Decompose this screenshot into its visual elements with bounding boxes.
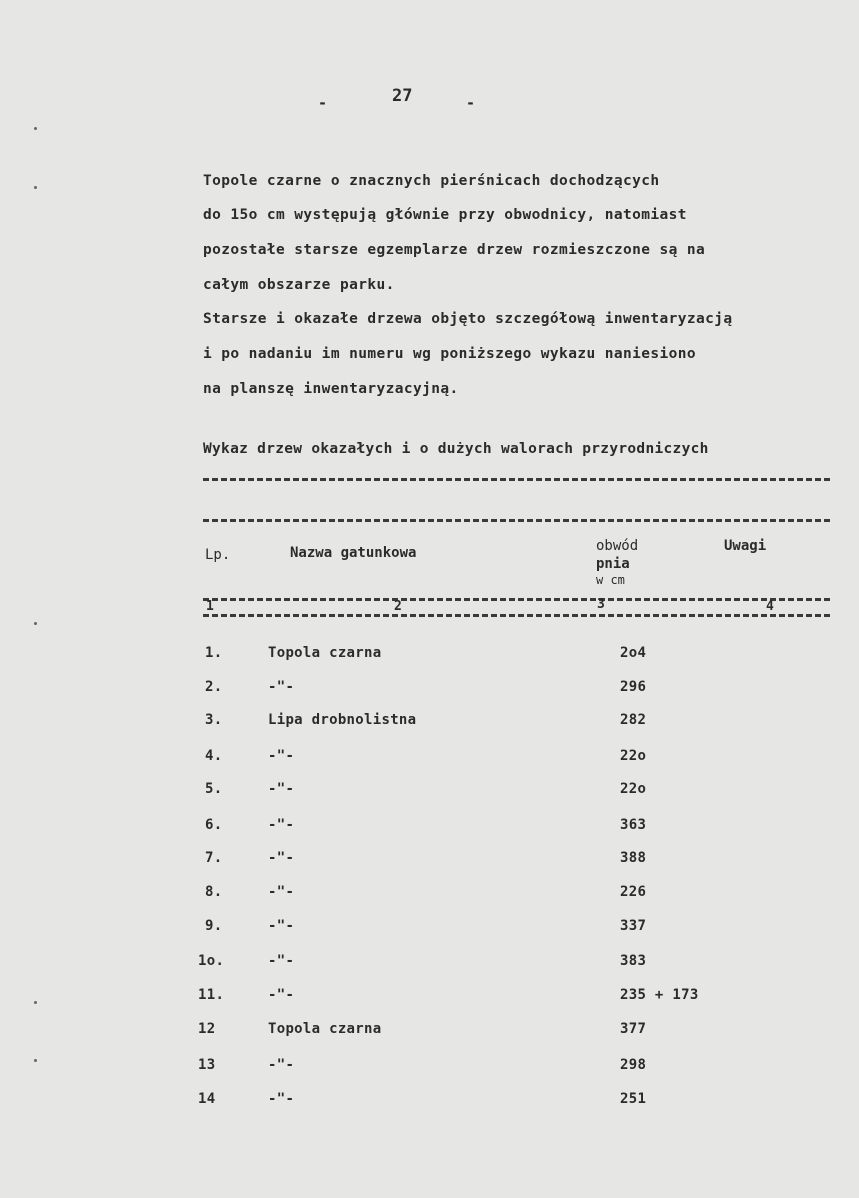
header-remarks: Uwagi [724,538,767,554]
column-number: 2 [394,599,402,614]
cell-circumference: 377 [620,1021,647,1037]
cell-lp: 1o. [198,953,225,969]
cell-lp: 12 [198,1021,216,1037]
cell-name: -"- [268,679,295,695]
column-number: 3 [597,597,605,612]
paragraph-line: pozostałe starsze egzemplarze drzew rozmieszczone są na [203,242,706,258]
dashed-rule [203,614,830,617]
header-circumference-line3: w cm [596,573,625,587]
cell-name: Topola czarna [268,645,382,661]
paragraph-line: całym obszarze parku. [203,277,395,293]
cell-name: -"- [268,884,295,900]
cell-lp: 1. [205,645,223,661]
cell-name: -"- [268,748,295,764]
cell-name: Topola czarna [268,1021,382,1037]
cell-name: -"- [268,781,295,797]
cell-name: -"- [268,817,295,833]
cell-circumference: 251 [620,1091,647,1107]
cell-name: -"- [268,987,295,1003]
header-name: Nazwa gatunkowa [290,545,417,561]
page-number-dash-right: - [466,94,476,112]
cell-lp: 8. [205,884,223,900]
cell-circumference: 282 [620,712,647,728]
header-lp: Lp. [205,547,231,563]
cell-lp: 4. [205,748,223,764]
paragraph-line: do 15o cm występują głównie przy obwodnicy, natomiast [203,207,687,223]
cell-name: -"- [268,1057,295,1073]
cell-circumference: 388 [620,850,647,866]
cell-circumference: 226 [620,884,647,900]
dashed-rule [203,598,830,601]
page-number-dash-left: - [318,94,328,112]
paragraph-line: i po nadaniu im numeru wg poniższego wykazu naniesiono [203,346,697,362]
paragraph-line: Topole czarne o znacznych pierśnicach dochodzących [203,173,660,189]
margin-speck [34,127,37,130]
cell-name: -"- [268,1091,295,1107]
dashed-rule [203,519,830,522]
paragraph-line: na planszę inwentaryzacyjną. [203,381,459,397]
cell-circumference: 235 + 173 [620,987,699,1003]
margin-speck [34,622,37,625]
cell-name: -"- [268,918,295,934]
margin-speck [34,1059,37,1062]
cell-circumference: 383 [620,953,647,969]
cell-lp: 9. [205,918,223,934]
cell-lp: 2. [205,679,223,695]
cell-circumference: 337 [620,918,647,934]
cell-circumference: 22o [620,781,647,797]
cell-lp: 11. [198,987,225,1003]
cell-name: Lipa drobnolistna [268,712,417,728]
cell-lp: 3. [205,712,223,728]
cell-circumference: 22o [620,748,647,764]
cell-lp: 13 [198,1057,216,1073]
cell-lp: 7. [205,850,223,866]
dashed-rule [203,478,830,481]
margin-speck [34,1001,37,1004]
cell-lp: 5. [205,781,223,797]
column-number: 4 [766,599,774,614]
paragraph-line: Starsze i okazałe drzewa objęto szczegółową inwentaryzacją [203,311,733,327]
cell-name: -"- [268,953,295,969]
column-number: 1 [206,599,214,614]
header-circumference-line1: obwód [596,538,639,554]
page-number: 27 [392,86,413,106]
cell-lp: 6. [205,817,223,833]
cell-circumference: 296 [620,679,647,695]
cell-circumference: 2o4 [620,645,647,661]
cell-name: -"- [268,850,295,866]
cell-lp: 14 [198,1091,216,1107]
table-caption: Wykaz drzew okazałych i o dużych walorach przyrodniczych [203,441,709,457]
margin-speck [34,186,37,189]
cell-circumference: 363 [620,817,647,833]
header-circumference-line2: pnia [596,556,630,572]
cell-circumference: 298 [620,1057,647,1073]
